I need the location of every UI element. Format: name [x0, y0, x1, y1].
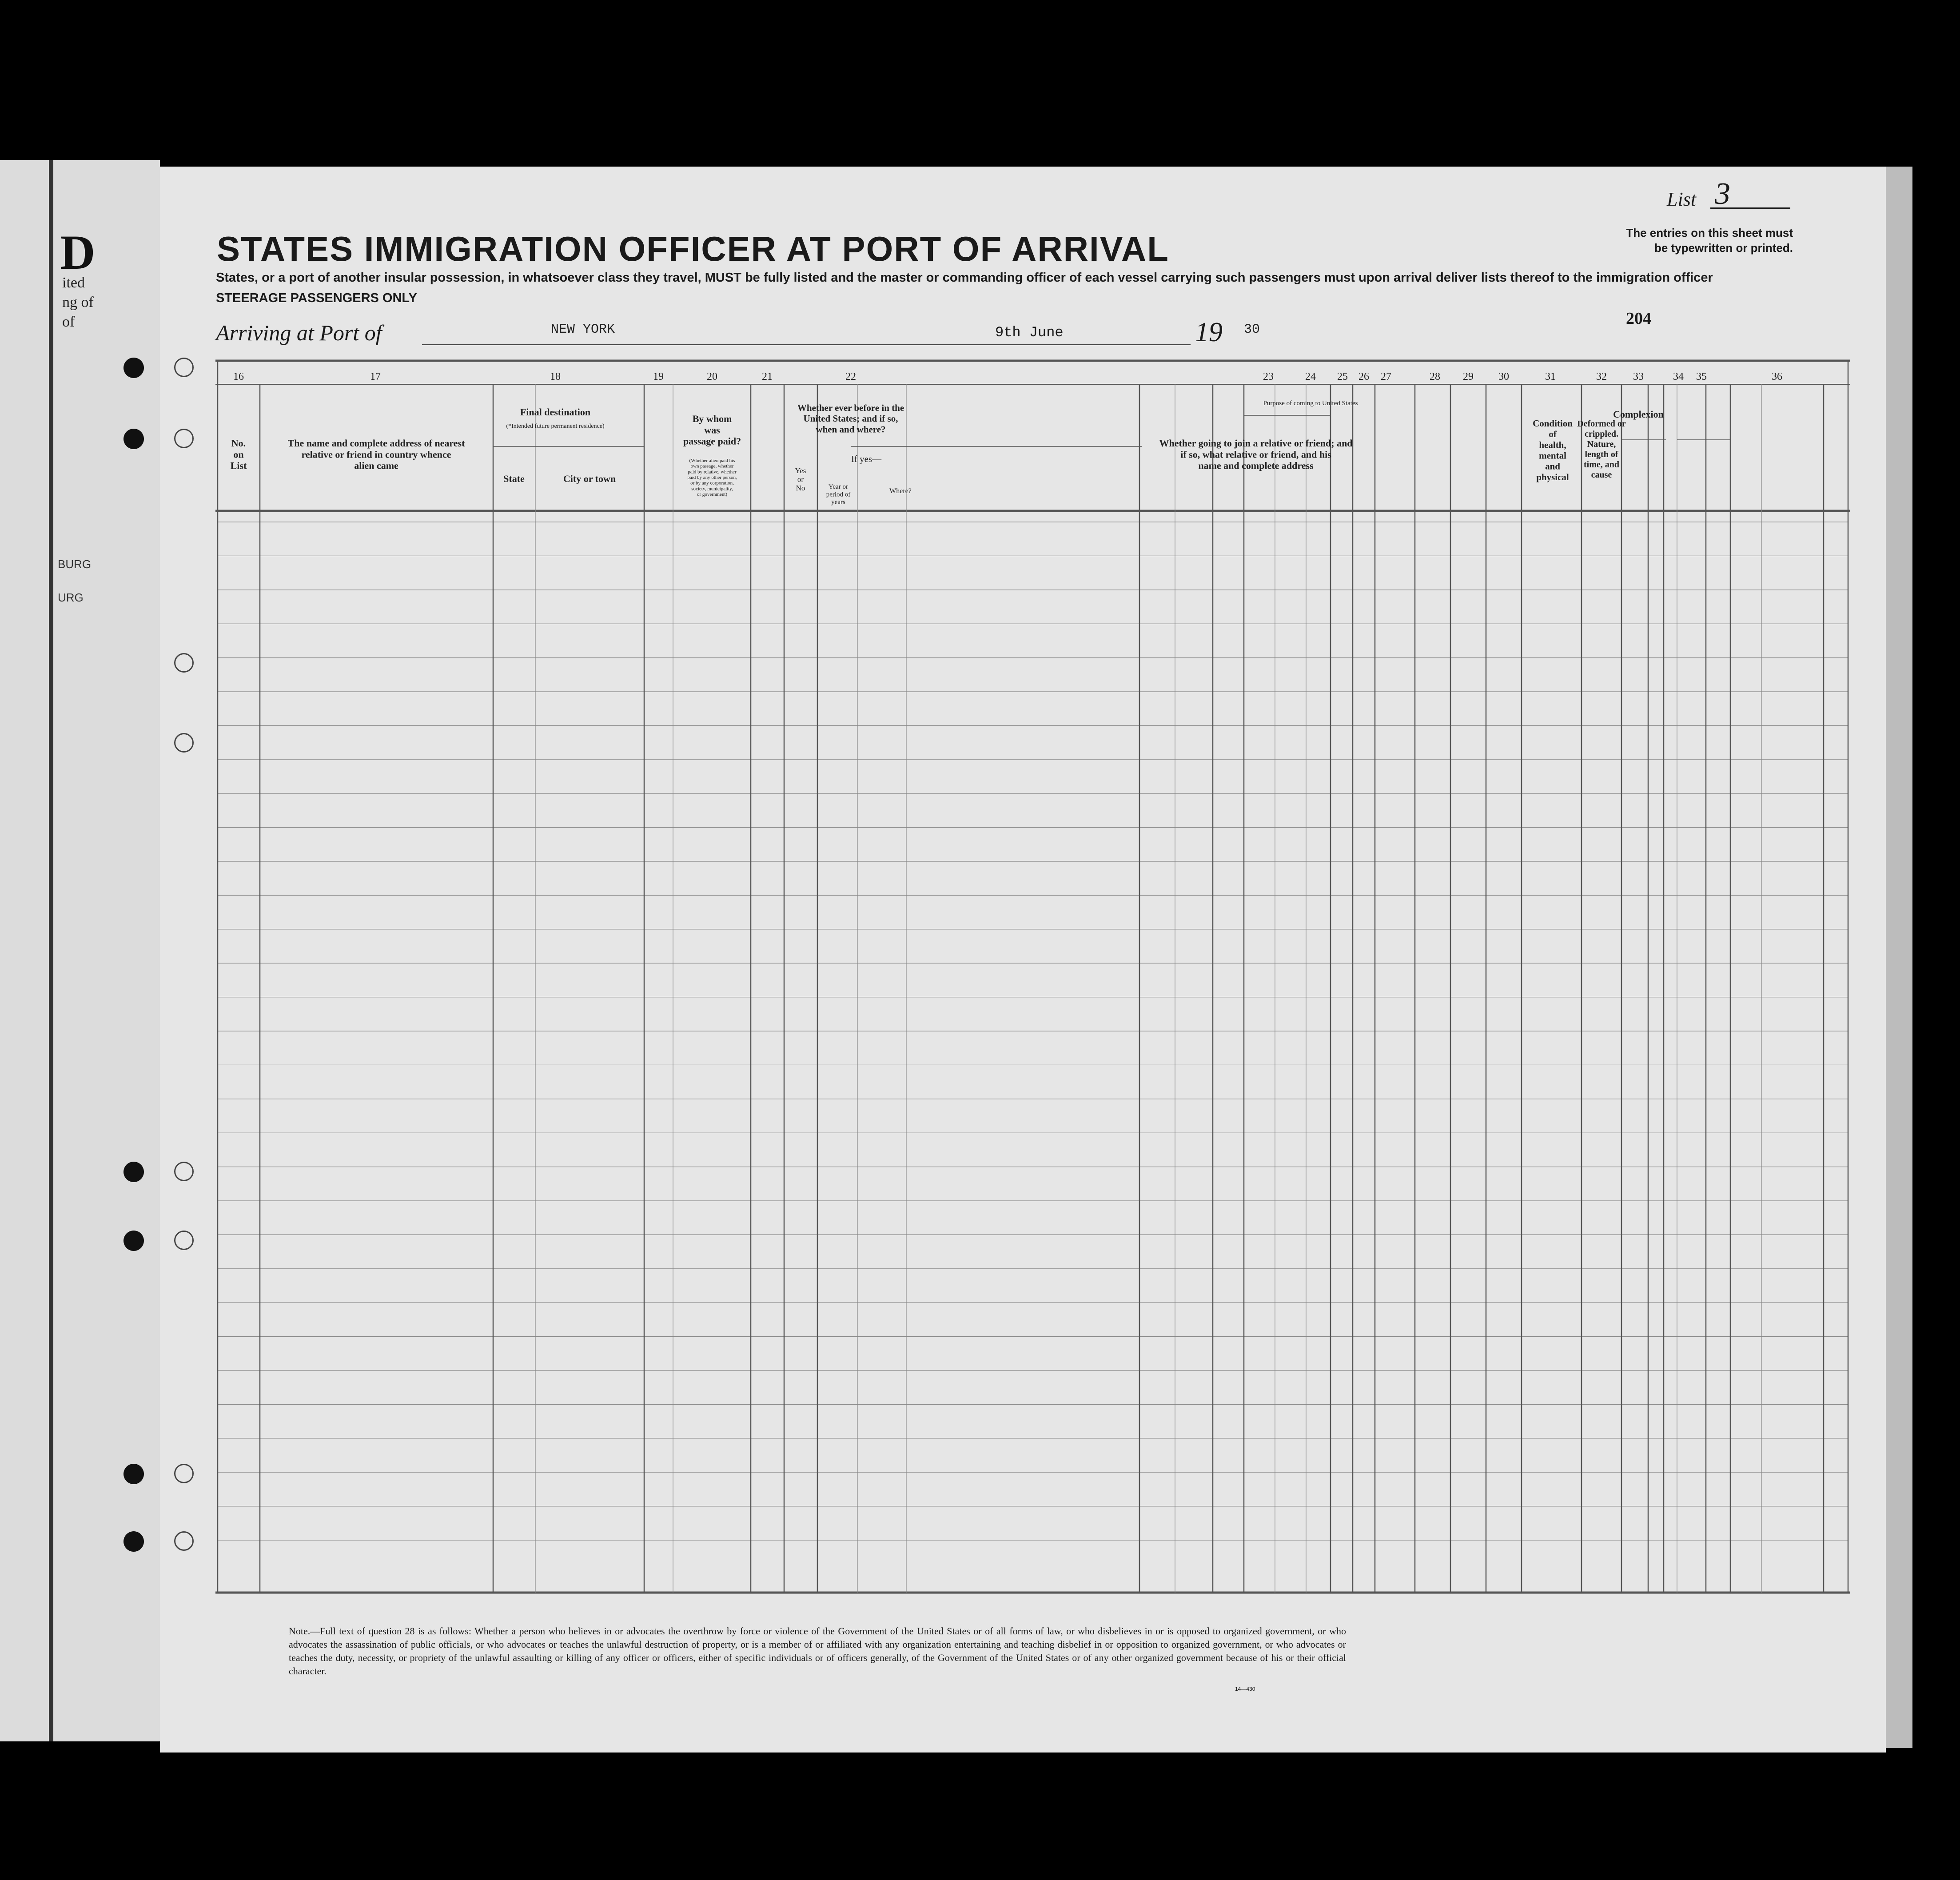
column-number: 23 [1263, 371, 1274, 382]
header-deformed: Deformed or [1577, 419, 1626, 429]
header-health: of [1549, 429, 1557, 440]
column-number: 35 [1696, 371, 1707, 382]
header-year: years [831, 498, 845, 506]
column-number: 18 [550, 371, 561, 382]
header-passage-note: own passage, whether [690, 463, 734, 469]
header-yes-no: No [796, 484, 805, 493]
column-number: 36 [1772, 371, 1782, 382]
header-height: Complexion [1613, 409, 1664, 420]
header-health: and [1545, 461, 1560, 472]
header-yes-no: or [797, 475, 804, 484]
header-yes-no: Yes [795, 466, 806, 475]
header-ever-before: when and where? [816, 424, 886, 435]
header-health: mental [1539, 450, 1566, 461]
header-year: period of [826, 491, 851, 498]
previous-page-fragment-1: ited [62, 275, 85, 291]
footnote-question-28: Note.—Full text of question 28 is as follows: Whether a person who believes in or advocates the overthrow by force or violence of the Government of the United States or of all forms of law, or who disbelieves in or is opposed to organized government, or who advocates the assassination of public officials, or who advocates or teaches the unlawful destruction of property, or is a member of or affiliated with any organization entertaining and teaching disbelief in or opposition to organized government, or who advocates or teaches the duty, necessity, or propriety of the unlawful assaulting or killing of any officer or officers, either of specific individuals or of officers generally, of the Government of the United States or of any other organized government because of his or their official character. [289, 1625, 1346, 1677]
header-deformed: time, and [1584, 460, 1619, 470]
header-deformed: crippled. [1584, 429, 1619, 439]
column-number: 21 [762, 371, 773, 382]
arrival-date: 9th June [995, 324, 1064, 341]
column-number: 25 [1337, 371, 1348, 382]
header-purpose: Purpose of coming to United States [1263, 400, 1358, 407]
header-passage-note: or by any corporation, [690, 480, 734, 486]
header-joining: name and complete address [1198, 460, 1314, 471]
header-passage-note: society, municipality, [691, 486, 733, 492]
column-number: 31 [1545, 371, 1556, 382]
previous-page-fragment-2: ng of [62, 294, 94, 311]
previous-page-stamp-2: URG [58, 591, 84, 604]
column-number: 26 [1358, 371, 1369, 382]
column-number: 29 [1463, 371, 1474, 382]
header-passage-note: paid by relative, whether [688, 469, 737, 475]
header-passage-note: or government) [697, 491, 728, 497]
port-value: NEW YORK [551, 322, 615, 337]
form-class: STEERAGE PASSENGERS ONLY [216, 291, 417, 305]
header-final-destination: Final destination [520, 406, 591, 418]
column-number: 32 [1596, 371, 1607, 382]
previous-page-fragment-3: of [62, 314, 75, 330]
column-number: 33 [1633, 371, 1644, 382]
header-passage-note: paid by any other person, [687, 474, 737, 480]
column-number: 34 [1673, 371, 1684, 382]
header-where: Where? [889, 487, 912, 495]
column-number: 16 [233, 371, 244, 382]
arriving-label: Arriving at Port of [216, 320, 382, 345]
header-joining: Whether going to join a relative or friend; and [1159, 438, 1353, 449]
header-health: physical [1536, 471, 1569, 482]
header-passage-note: (Whether alien paid his [689, 458, 735, 463]
list-label: List [1667, 188, 1697, 210]
column-number: 19 [653, 371, 664, 382]
typewriter-note-line-1: The entries on this sheet must [1626, 226, 1793, 239]
header-if-yes: If yes— [851, 454, 882, 464]
form-subtitle: States, or a port of another insular possession, in whatsoever class they travel, MUST be fully listed and the master or commanding officer of each vessel carrying such passengers must upon arrival deliver lists thereof to the immigration officer [216, 271, 1713, 285]
column-number: 28 [1430, 371, 1440, 382]
header-deformed: cause [1591, 470, 1612, 480]
previous-page-letter: D [60, 225, 96, 279]
header-relative-address: relative or friend in country whence [301, 449, 451, 460]
header-relative-address: The name and complete address of nearest [287, 438, 465, 449]
header-deformed: Nature, [1587, 439, 1616, 449]
header-no-on-list: No. [231, 438, 246, 449]
previous-page-stamp-1: BURG [58, 558, 92, 571]
header-health: health, [1539, 439, 1566, 450]
page-number: 204 [1626, 309, 1651, 328]
header-passage-paid: was [704, 424, 720, 436]
header-passage-paid: passage paid? [683, 435, 741, 447]
header-relative-address: alien came [354, 460, 398, 471]
header-passage-paid: By whom [692, 413, 732, 424]
header-ever-before: Whether ever before in the [797, 402, 904, 413]
column-number: 22 [845, 371, 856, 382]
header-city: City or town [563, 473, 616, 484]
column-number: 27 [1381, 371, 1391, 382]
header-state: State [503, 473, 525, 484]
form-code: 14—430 [1235, 1686, 1255, 1692]
header-final-destination-note: (*Intended future permanent residence) [506, 423, 605, 430]
header-no-on-list: on [233, 449, 244, 460]
typewriter-note-line-2: be typewritten or printed. [1654, 241, 1793, 255]
year-prefix: 19 [1195, 317, 1223, 347]
year-suffix: 30 [1244, 322, 1260, 337]
form-title: STATES IMMIGRATION OFFICER AT PORT OF ARRIVAL [217, 229, 1169, 268]
header-ever-before: United States; and if so, [803, 413, 898, 424]
column-number: 17 [370, 371, 381, 382]
header-joining: if so, what relative or friend, and his [1180, 449, 1331, 460]
header-deformed: length of [1585, 450, 1618, 459]
list-number: 3 [1715, 177, 1730, 211]
column-number: 24 [1305, 371, 1316, 382]
header-health: Condition [1533, 418, 1573, 429]
column-number: 20 [707, 371, 717, 382]
header-no-on-list: List [230, 460, 247, 471]
column-number: 30 [1498, 371, 1509, 382]
header-year: Year or [829, 483, 848, 490]
